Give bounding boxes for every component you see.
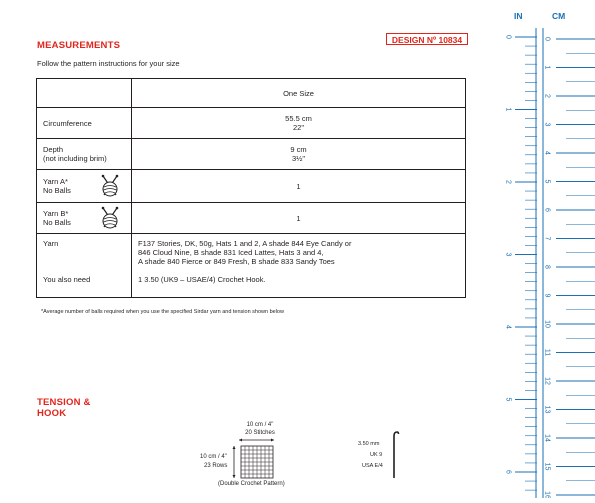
yarn-a-row xyxy=(37,170,466,203)
need-label: You also need xyxy=(43,275,91,284)
inch-ruler-label: IN xyxy=(514,11,523,21)
hook-size: 3.50 mm xyxy=(358,441,380,447)
ruler-number: 14 xyxy=(543,434,551,442)
yarn-a-value: 1 xyxy=(132,170,466,203)
tension-swatch-grid xyxy=(230,436,282,482)
ruler-number: 11 xyxy=(543,348,551,357)
ruler-number: 9 xyxy=(543,293,551,298)
yarn-b-row xyxy=(37,203,466,234)
ruler-number: 2 xyxy=(543,94,551,98)
ruler-number: 5 xyxy=(543,179,551,184)
yarn-line-1: F137 Stories, DK, 50g, Hats 1 and 2, A shade 844 Eye Candy or xyxy=(138,239,352,248)
depth-cm: 9 cm xyxy=(290,145,307,154)
ruler-number: 3 xyxy=(543,122,551,127)
crochet-hook-icon xyxy=(390,430,400,480)
ruler-number: 0 xyxy=(504,35,512,39)
design-number: 10834 xyxy=(438,35,463,45)
size-header: One Size xyxy=(132,79,466,108)
circumference-label: Circumference xyxy=(37,108,132,139)
ruler-number: 12 xyxy=(543,377,551,385)
ruler-number: 0 xyxy=(543,37,551,41)
hook-usa: USA E/4 xyxy=(362,463,383,469)
hook-uk: UK 9 xyxy=(370,452,383,458)
ruler-number: 15 xyxy=(543,462,551,471)
yarn-a-label: Yarn A* xyxy=(43,177,68,186)
in-ruler-scale xyxy=(495,0,545,498)
table-header-row xyxy=(37,79,466,108)
hook-heading: HOOK xyxy=(37,408,67,419)
yarn-a-sub: No Balls xyxy=(43,186,71,195)
circumference-row xyxy=(37,108,466,139)
ruler-number: 6 xyxy=(504,470,512,474)
measurements-table xyxy=(36,78,466,298)
design-label: DESIGN Nº xyxy=(391,35,437,45)
measurements-heading: MEASUREMENTS xyxy=(37,40,121,51)
ruler-number: 5 xyxy=(504,397,512,402)
ruler-number: 1 xyxy=(543,65,551,70)
circumference-cm: 55.5 cm xyxy=(285,114,312,123)
ruler-number: 7 xyxy=(543,236,551,241)
ruler-number: 2 xyxy=(504,180,512,184)
yarn-line-3: A shade 840 Fierce or 849 Fresh, B shade 833 Sandy Toes xyxy=(138,257,335,266)
tension-top-label-2: 20 Stitches xyxy=(245,430,275,436)
yarn-b-value: 1 xyxy=(132,203,466,234)
ruler-number: 3 xyxy=(504,252,512,257)
ruler-number: 1 xyxy=(504,107,512,112)
tension-side-label-2: 23 Rows xyxy=(204,463,228,469)
ruler-number: 6 xyxy=(543,208,551,212)
balls-note: *Average number of balls required when you use the specified Sirdar yarn and tension shown below xyxy=(41,309,284,315)
need-value: 1 3.50 (UK9 – USAE/4) Crochet Hook. xyxy=(138,275,266,284)
ruler-number: 10 xyxy=(543,320,551,328)
depth-sub: (not including brim) xyxy=(43,154,107,163)
inch-ruler xyxy=(495,0,545,498)
depth-label: Depth xyxy=(43,145,64,154)
yarn-details-row xyxy=(37,234,466,298)
ruler-number: 16 xyxy=(543,491,551,498)
circumference-in: 22" xyxy=(292,123,304,132)
yarn-b-label: Yarn B* xyxy=(43,209,69,218)
yarn-b-sub: No Balls xyxy=(43,218,71,227)
yarn-line-2: 846 Cloud Nine, B shade 831 Iced Lattes, Hats 3 and 4, xyxy=(138,248,324,257)
yarn-ball-icon xyxy=(99,174,121,198)
tension-side-label-1: 10 cm / 4" xyxy=(200,454,227,460)
ruler-number: 13 xyxy=(543,405,551,414)
ruler-number: 4 xyxy=(543,151,551,155)
tension-top-label-1: 10 cm / 4" xyxy=(246,422,274,428)
ruler-number: 4 xyxy=(504,325,512,329)
depth-in: 3½" xyxy=(291,154,306,163)
depth-row xyxy=(37,139,466,170)
design-number-box xyxy=(386,33,468,45)
tension-heading: TENSION & xyxy=(37,397,91,408)
yarn-label: Yarn xyxy=(43,239,59,248)
cm-ruler-scale xyxy=(540,0,595,498)
tension-caption: (Double Crochet Pattern) xyxy=(218,481,285,487)
ruler-number: 8 xyxy=(543,265,551,269)
cm-ruler xyxy=(540,0,595,498)
intro-text: Follow the pattern instructions for your size xyxy=(37,59,180,68)
cm-ruler-label: CM xyxy=(552,11,566,21)
yarn-ball-icon xyxy=(99,206,121,230)
